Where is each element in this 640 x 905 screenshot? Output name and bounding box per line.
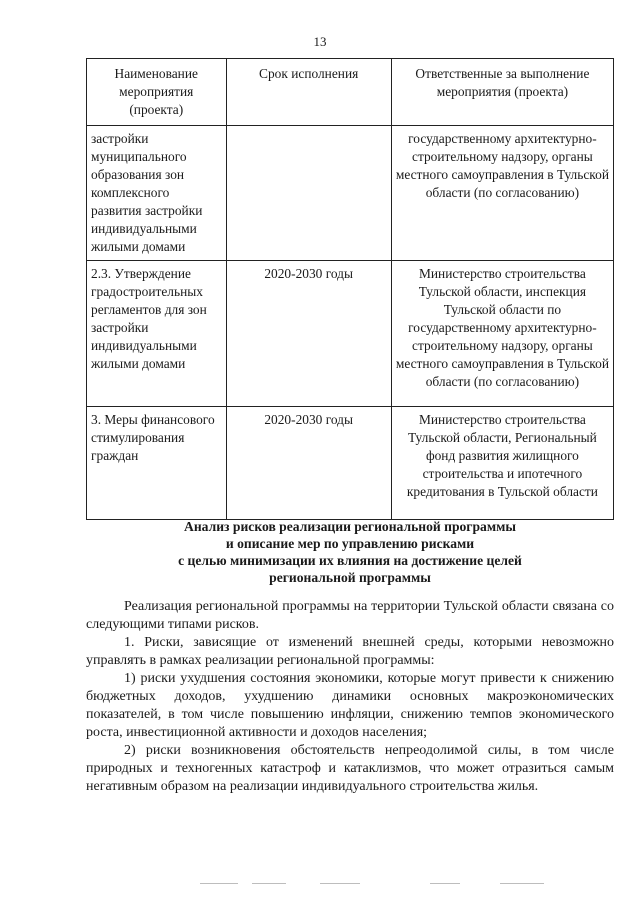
table-row bbox=[87, 126, 614, 261]
scan-artifact-marks bbox=[200, 883, 560, 885]
paragraph: 2) риски возникновения обстоятельств непреодолимой силы, в том числе природных и техногенных катастроф и катаклизмов, что может отразиться самым негативным образом на реализации индивидуального строительства жилья. bbox=[86, 743, 614, 794]
measure-responsible: Министерство строительства Тульской области, Региональный фонд развития жилищного строительства и ипотечного кредитования в Тульской области bbox=[391, 407, 613, 520]
paragraph: 1) риски ухудшения состояния экономики, которые могут привести к снижению бюджетных доходов, ухудшению динамики основных макроэкономических показателей, в том числе повышению инфляции, снижению темпов экономического роста, инвестиционной активности и доходов населения; bbox=[86, 671, 614, 740]
body-text bbox=[86, 598, 614, 796]
measure-name: 3. Меры финансового стимулирования граждан bbox=[87, 407, 227, 520]
table-row bbox=[87, 261, 614, 407]
paragraph: Реализация региональной программы на территории Тульской области связана со следующими типами рисков. bbox=[86, 599, 614, 632]
section-title-line: Анализ рисков реализации региональной программы bbox=[184, 519, 516, 534]
measure-responsible: государственному архитектурно-строительному надзору, органы местного самоуправления в Тульской области (по согласованию) bbox=[391, 126, 613, 261]
table-row bbox=[87, 407, 614, 520]
measure-name: застройки муниципального образования зон комплексного развития застройки индивидуальными жилыми домами bbox=[87, 126, 227, 261]
measures-table bbox=[86, 58, 614, 520]
section-title-line: и описание мер по управлению рисками bbox=[225, 536, 475, 551]
header-responsible: Ответственные за выполнение мероприятия (проекта) bbox=[391, 59, 613, 126]
paragraph: 1. Риски, зависящие от изменений внешней среды, которыми невозможно управлять в рамках реализации региональной программы: bbox=[86, 635, 614, 668]
header-term: Срок исполнения bbox=[226, 59, 391, 126]
page-number: 13 bbox=[313, 34, 327, 49]
section-title-line: региональной программы bbox=[269, 570, 431, 585]
measure-name: 2.3. Утверждение градостроительных регламентов для зон застройки индивидуальными жилыми домами bbox=[87, 261, 227, 407]
header-measure-name: Наименование мероприятия (проекта) bbox=[87, 59, 227, 126]
measure-term bbox=[226, 126, 391, 261]
measure-term: 2020-2030 годы bbox=[226, 261, 391, 407]
section-title-line: с целью минимизации их влияния на достижение целей bbox=[178, 553, 522, 568]
section-title bbox=[86, 518, 614, 586]
measure-term: 2020-2030 годы bbox=[226, 407, 391, 520]
table-header-row bbox=[87, 59, 614, 126]
measure-responsible: Министерство строительства Тульской области, инспекция Тульской области по государственному архитектурно-строительному надзору, органы местного самоуправления в Тульской области (по согласованию) bbox=[391, 261, 613, 407]
